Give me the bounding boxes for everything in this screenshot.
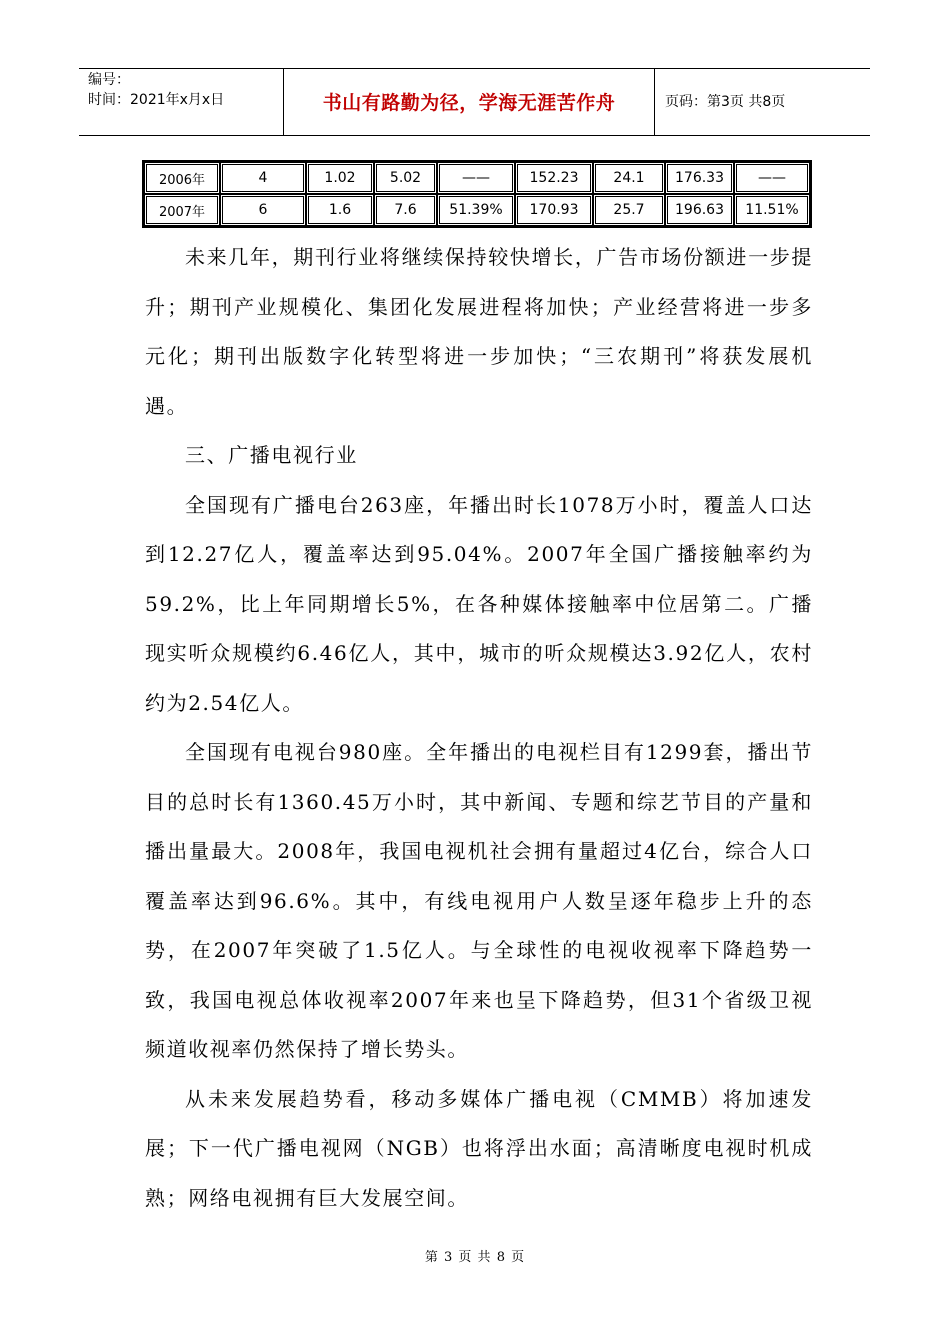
header-divider [654,68,655,136]
table-cell: 176.33 [665,162,734,194]
table-cell: 170.93 [515,194,593,226]
table-row [144,194,810,226]
header-motto: 书山有路勤为径，学海无涯苦作舟 [322,92,616,114]
table-cell: 25.7 [593,194,665,226]
header-top-rule [79,68,870,69]
paragraph: 从未来发展趋势看，移动多媒体广播电视（CMMB）将加速发展；下一代广播电视网（NGB）也将浮出水面；高清晰度电视时机成熟；网络电视拥有巨大发展空间。 [145,1086,813,1210]
section-heading: 三、广播电视行业 [185,443,358,467]
table-cell: 51.39% [437,194,515,226]
data-table [142,160,812,228]
table-cell: 6 [220,194,306,226]
header-meta [88,70,283,110]
document-body [145,233,813,1223]
table-cell: 11.51% [734,194,810,226]
table-row [144,162,810,194]
table-cell: 196.63 [665,194,734,226]
table-cell: 2007年 [144,194,220,226]
table-cell: 7.6 [374,194,437,226]
table-cell: 4 [220,162,306,194]
header-number-label: 编号： [88,72,130,88]
header-time-label: 时间：2021年x月x日 [88,92,225,108]
table-cell: 5.02 [374,162,437,194]
table-cell: —— [437,162,515,194]
header-bottom-rule [79,135,870,136]
paragraph: 全国现有广播电台263座，年播出时长1078万小时，覆盖人口达到12.27亿人，覆盖率达到95.04%。2007年全国广播接触率约为59.2%，比上年同期增长5%，在各种媒体接触率中位居第二。广播现实听众规模约6.46亿人，其中，城市的听众规模达3.92亿人，农村约为2.54亿人。 [145,492,813,715]
paragraph: 未来几年，期刊行业将继续保持较快增长，广告市场份额进一步提升；期刊产业规模化、集团化发展进程将加快；产业经营将进一步多元化；期刊出版数字化转型将进一步加快；“三农期刊”将获发展机遇。 [145,245,813,418]
table-cell: 152.23 [515,162,593,194]
table-cell: 24.1 [593,162,665,194]
page-footer: 第 3 页 共 8 页 [424,1250,526,1265]
table-cell: 1.02 [306,162,374,194]
header-page-info: 页码：第3页 共8页 [665,94,786,110]
paragraph: 全国现有电视台980座。全年播出的电视栏目有1299套，播出节目的总时长有1360.45万小时，其中新闻、专题和综艺节目的产量和播出量最大。2008年，我国电视机社会拥有量超过4亿台，综合人口覆盖率达到96.6%。其中，有线电视用户人数呈逐年稳步上升的态势，在2007年突破了1.5亿人。与全球性的电视收视率下降趋势一致，我国电视总体收视率2007年来也呈下降趋势，但31个省级卫视频道收视率仍然保持了增长势头。 [145,740,813,1061]
table-cell: —— [734,162,810,194]
table-cell: 2006年 [144,162,220,194]
table-cell: 1.6 [306,194,374,226]
